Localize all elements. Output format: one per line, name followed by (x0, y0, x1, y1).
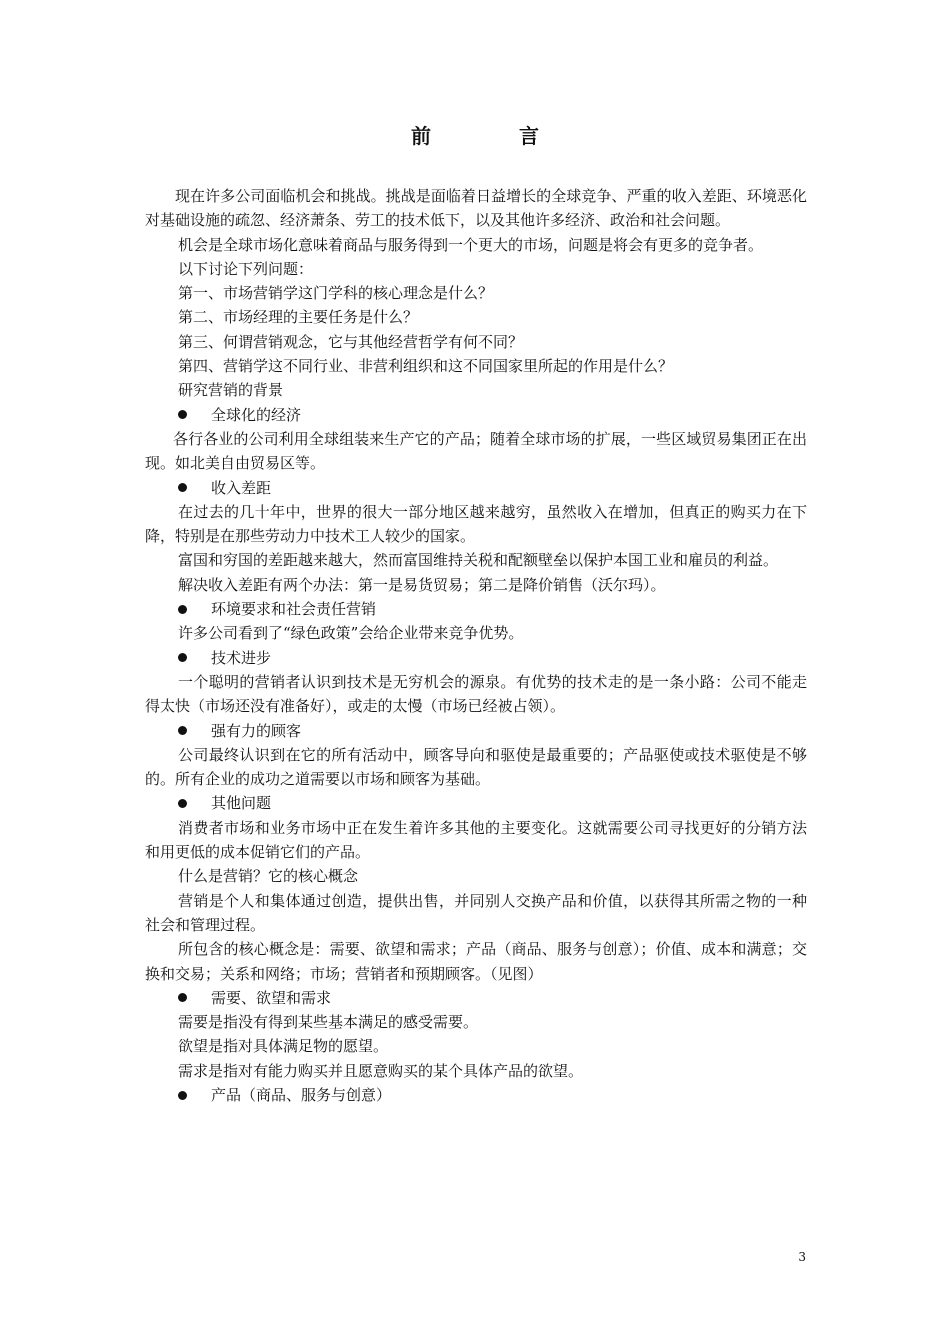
bullet-label: 强有力的顾客 (211, 721, 302, 740)
bullet-item (145, 403, 807, 427)
paragraph: 在过去的几十年中，世界的很大一部分地区越来越穷，虽然收入在增加，但真正的购买力在下降，特别是在那些劳动力中技术工人较少的国家。 (145, 502, 807, 546)
paragraph: 各行各业的公司利用全球组装来生产它的产品；随着全球市场的扩展，一些区域贸易集团正在出现。如北美自由贸易区等。 (145, 429, 807, 473)
paragraph: 解决收入差距有两个办法：第一是易货贸易；第二是降价销售（沃尔玛）。 (178, 575, 666, 594)
bullet-item (145, 791, 807, 815)
paragraph: 需求是指对有能力购买并且愿意购买的某个具体产品的欲望。 (178, 1061, 584, 1080)
document-body (145, 184, 807, 1107)
bullet-label: 收入差距 (211, 478, 272, 497)
bullet-label: 环境要求和社会责任营销 (211, 600, 377, 619)
paragraph: 营销是个人和集体通过创造，提供出售，并同别人交换产品和价值，以获得其所需之物的一种社会和管理过程。 (145, 891, 807, 934)
paragraph: 一个聪明的营销者认识到技术是无穷机会的源泉。有优势的技术走的是一条小路：公司不能走得太快（市场还没有准备好），或走的太慢（市场已经被占领）。 (145, 672, 807, 716)
page-number: 3 (798, 1250, 806, 1264)
paragraph: 欲望是指对具体满足物的愿望。 (178, 1037, 389, 1056)
paragraph: 现在许多公司面临机会和挑战。挑战是面临着日益增长的全球竞争、严重的收入差距、环境恶化对基础设施的疏忽、经济萧条、劳工的技术低下，以及其他许多经济、政治和社会问题。 (145, 187, 807, 230)
bullet-icon (178, 993, 187, 1002)
bullet-label: 其他问题 (211, 794, 272, 813)
paragraph: 公司最终认识到在它的所有活动中，顾客导向和驱使是最重要的；产品驱使或技术驱使是不够的。所有企业的成功之道需要以市场和顾客为基础。 (145, 745, 807, 789)
paragraph: 许多公司看到了“绿色政策”会给企业带来竞争优势。 (178, 624, 524, 643)
bullet-icon (178, 483, 187, 492)
bullet-label: 产品（商品、服务与创意） (211, 1085, 392, 1104)
paragraph: 富国和穷国的差距越来越大，然而富国维持关税和配额壁垒以保护本国工业和雇员的利益。 (178, 551, 779, 570)
bullet-item (145, 1083, 807, 1107)
bullet-icon (178, 410, 187, 419)
bullet-icon (178, 605, 187, 614)
paragraph: 以下讨论下列问题： (178, 259, 314, 278)
bullet-item (145, 719, 807, 743)
paragraph: 第三、何谓营销观念，它与其他经营哲学有何不同？ (178, 332, 524, 351)
paragraph: 机会是全球市场化意味着商品与服务得到一个更大的市场，问题是将会有更多的竞争者。 (178, 235, 764, 254)
bullet-item (145, 986, 807, 1010)
paragraph: 消费者市场和业务市场中正在发生着许多其他的主要变化。这就需要公司寻找更好的分销方法和用更低的成本促销它们的产品。 (145, 818, 807, 862)
bullet-label: 需要、欲望和需求 (211, 988, 332, 1007)
page-title: 前 言 (411, 124, 573, 148)
paragraph: 第一、市场营销学这门学科的核心理念是什么？ (178, 284, 494, 303)
bullet-item (145, 476, 807, 500)
paragraph: 所包含的核心概念是：需要、欲望和需求；产品（商品、服务与创意）；价值、成本和满意；交换和交易；关系和网络；市场；营销者和预期顾客。（见图） (145, 940, 807, 983)
bullet-label: 全球化的经济 (211, 405, 302, 424)
paragraph: 需要是指没有得到某些基本满足的感受需要。 (178, 1013, 479, 1032)
bullet-icon (178, 653, 187, 662)
bullet-label: 技术进步 (211, 648, 272, 667)
bullet-item (145, 597, 807, 621)
paragraph: 第二、市场经理的主要任务是什么？ (178, 308, 419, 327)
bullet-icon (178, 1091, 187, 1100)
bullet-icon (178, 799, 187, 808)
bullet-item (145, 646, 807, 670)
section-heading: 什么是营销？它的核心概念 (178, 867, 359, 886)
section-heading: 研究营销的背景 (178, 381, 284, 400)
paragraph: 第四、营销学这不同行业、非营利组织和这不同国家里所起的作用是什么？ (178, 357, 674, 376)
bullet-icon (178, 726, 187, 735)
